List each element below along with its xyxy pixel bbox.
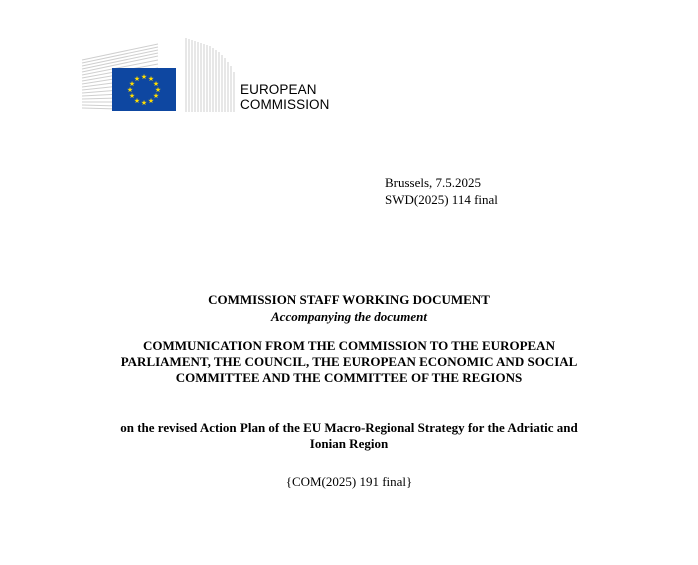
svg-text:★: ★ [154, 86, 162, 94]
organisation-name [240, 82, 330, 112]
svg-text:★: ★ [133, 75, 141, 83]
svg-text:★: ★ [140, 73, 148, 81]
document-reference: {COM(2025) 191 final} [285, 474, 413, 489]
organisation-name-line2: COMMISSION [240, 97, 330, 112]
svg-text:★: ★ [152, 92, 160, 100]
european-commission-logo [80, 36, 240, 116]
svg-text:★: ★ [152, 80, 160, 88]
document-subject-line2: Ionian Region [309, 436, 389, 451]
accompanying-note: Accompanying the document [271, 309, 427, 324]
svg-text:★: ★ [128, 80, 136, 88]
svg-text:★: ★ [133, 97, 141, 105]
document-number: SWD(2025) 114 final [385, 192, 498, 207]
organisation-name-line1: EUROPEAN [240, 82, 317, 97]
communication-title-line3: COMMITTEE AND THE COMMITTEE OF THE REGIONS [175, 370, 523, 385]
svg-text:★: ★ [140, 99, 148, 107]
communication-title [0, 338, 698, 386]
communication-title-line2: PARLIAMENT, THE COUNCIL, THE EUROPEAN ECONOMIC AND SOCIAL [120, 354, 578, 369]
svg-text:★: ★ [147, 75, 155, 83]
svg-text:★: ★ [128, 92, 136, 100]
svg-text:★: ★ [147, 97, 155, 105]
communication-title-line1: COMMUNICATION FROM THE COMMISSION TO THE EUROPEAN [143, 338, 555, 353]
document-subject [0, 420, 698, 452]
svg-text:★: ★ [126, 86, 134, 94]
document-meta [385, 174, 498, 208]
document-subject-line1: on the revised Action Plan of the EU Macro-Regional Strategy for the Adriatic and [120, 420, 578, 435]
eu-flag-icon [80, 36, 240, 116]
document-type: COMMISSION STAFF WORKING DOCUMENT [208, 292, 490, 307]
place-date: Brussels, 7.5.2025 [385, 175, 482, 190]
